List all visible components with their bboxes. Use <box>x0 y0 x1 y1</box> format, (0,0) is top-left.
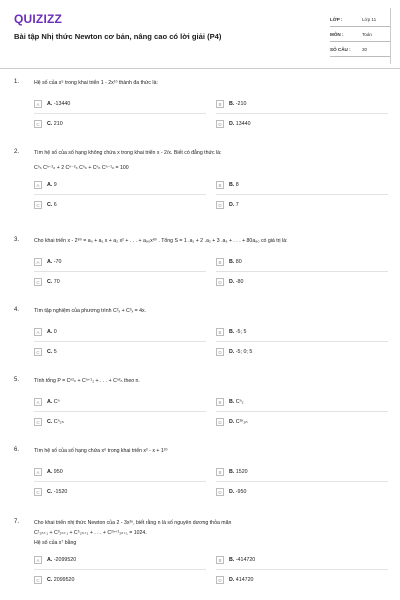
option-c[interactable] <box>34 200 57 210</box>
option-letter-box: A <box>34 398 42 406</box>
option-d[interactable] <box>216 277 243 287</box>
option-label <box>47 419 64 425</box>
meta-key: LỚP : <box>330 16 343 22</box>
option-value: 70 <box>53 279 60 285</box>
option-divider <box>216 481 388 482</box>
question-6 <box>14 447 390 511</box>
option-b[interactable] <box>216 397 244 407</box>
header-divider <box>0 68 400 69</box>
option-key: C. <box>47 489 53 495</box>
option-label <box>47 399 60 405</box>
option-letter-box: A <box>34 258 42 266</box>
option-key: B. <box>229 557 235 563</box>
question-text: Tìm hệ số của số hạng không chứa x trong khai triển x - 2/x. Biết có đẳng thức là: <box>34 150 222 156</box>
option-value: -80 <box>235 279 244 285</box>
option-value: 210 <box>53 121 63 127</box>
question-number: 7. <box>14 519 20 525</box>
question-5 <box>14 377 390 441</box>
meta-value: Toán <box>362 31 372 37</box>
option-divider <box>216 411 388 412</box>
option-letter-box: B <box>216 556 224 564</box>
question-text: Hệ số của x⁵ trong khai triển 1 - 2x¹⁰ thành đa thức là: <box>34 80 158 86</box>
option-letter-box: B <box>216 398 224 406</box>
option-d[interactable] <box>216 575 253 585</box>
option-value: 13440 <box>235 121 251 127</box>
option-value: -414720 <box>235 557 256 563</box>
meta-row-class <box>330 12 390 27</box>
question-3 <box>14 237 390 301</box>
option-value: -1520 <box>53 489 68 495</box>
question-number: 5. <box>14 377 20 383</box>
question-number: 4. <box>14 307 20 313</box>
option-key: D. <box>229 577 235 583</box>
option-label <box>229 202 239 208</box>
option-key: D. <box>229 349 235 355</box>
option-value: 0 <box>53 329 57 335</box>
question-7 <box>14 519 390 583</box>
option-label <box>47 469 63 475</box>
option-label <box>47 182 57 188</box>
option-key: C. <box>47 279 53 285</box>
option-letter-box: D <box>216 418 224 426</box>
option-b[interactable] <box>216 99 246 109</box>
option-letter-box: A <box>34 100 42 108</box>
option-a[interactable] <box>34 467 63 477</box>
meta-value: Lớp 11 <box>362 16 377 22</box>
option-letter-box: B <box>216 468 224 476</box>
option-label <box>229 419 248 425</box>
option-key: A. <box>47 557 53 563</box>
option-label <box>229 259 242 265</box>
option-c[interactable] <box>34 277 60 287</box>
option-value: -13440 <box>53 101 71 107</box>
meta-key: SỐ CÂU : <box>330 46 351 52</box>
option-key: A. <box>47 101 53 107</box>
option-divider <box>216 194 388 195</box>
option-label <box>47 279 60 285</box>
option-label <box>47 202 57 208</box>
option-key: D. <box>229 202 235 208</box>
option-letter-box: D <box>216 576 224 584</box>
option-label <box>229 121 251 127</box>
option-divider <box>34 481 206 482</box>
option-label <box>47 349 57 355</box>
option-divider <box>216 113 388 114</box>
option-b[interactable] <box>216 180 239 190</box>
option-letter-box: A <box>34 181 42 189</box>
option-letter-box: D <box>216 488 224 496</box>
option-letter-box: C <box>34 418 42 426</box>
option-a[interactable] <box>34 327 57 337</box>
option-label <box>47 577 74 583</box>
option-key: B. <box>229 399 235 405</box>
question-text: Cho khai triển nhị thức Newton của 2 - 3x²ⁿ, biết rằng n là số nguyên dương thỏa mãn <box>34 520 232 526</box>
option-key: B. <box>229 259 235 265</box>
option-value: 950 <box>53 469 63 475</box>
option-divider <box>216 341 388 342</box>
option-c[interactable] <box>34 417 64 427</box>
option-b[interactable] <box>216 327 246 337</box>
option-divider <box>34 569 206 570</box>
option-key: B. <box>229 329 235 335</box>
option-label <box>229 279 243 285</box>
meta-value: 30 <box>362 46 368 52</box>
option-divider <box>34 341 206 342</box>
option-divider <box>216 569 388 570</box>
option-value: 5 <box>53 349 57 355</box>
option-b[interactable] <box>216 257 242 267</box>
option-value: Cⁿ <box>53 399 60 405</box>
option-label <box>229 349 252 355</box>
option-divider <box>34 194 206 195</box>
option-label <box>229 557 255 563</box>
option-key: D. <box>229 121 235 127</box>
option-d[interactable] <box>216 417 248 427</box>
option-letter-box: D <box>216 278 224 286</box>
option-key: B. <box>229 182 235 188</box>
option-label <box>47 121 63 127</box>
option-label <box>229 489 246 495</box>
option-c[interactable] <box>34 119 63 129</box>
question-text: Tìm hệ số của số hạng chứa x⁶ trong khai triển x² - x + 1²⁰ <box>34 448 168 454</box>
option-value: 1520 <box>235 469 248 475</box>
option-value: -2099520 <box>53 557 77 563</box>
option-d[interactable] <box>216 119 251 129</box>
option-value: -70 <box>53 259 62 265</box>
option-label <box>47 489 67 495</box>
worksheet-title: Bài tập Nhị thức Newton cơ bản, nâng cao có lời giải (P4) <box>14 32 222 41</box>
option-label <box>47 557 76 563</box>
option-a[interactable] <box>34 180 57 190</box>
option-key: C. <box>47 349 53 355</box>
option-letter-box: A <box>34 328 42 336</box>
question-number: 3. <box>14 237 20 243</box>
option-letter-box: D <box>216 348 224 356</box>
option-letter-box: B <box>216 258 224 266</box>
question-text: Cⁿₙ Cⁿ⁻²ₙ + 2 Cⁿ⁻²ₙ Cⁿₙ + Cⁿₙ Cⁿ⁻¹ₙ = 100 <box>34 165 129 171</box>
option-key: D. <box>229 419 235 425</box>
option-key: A. <box>47 259 53 265</box>
option-value: 2099520 <box>53 577 75 583</box>
question-number: 2. <box>14 149 20 155</box>
option-value: 9 <box>53 182 57 188</box>
option-key: D. <box>229 279 235 285</box>
option-value: 6 <box>53 202 57 208</box>
option-b[interactable] <box>216 555 255 565</box>
option-letter-box: C <box>34 120 42 128</box>
question-1 <box>14 79 390 143</box>
option-label <box>229 399 244 405</box>
option-value: -210 <box>235 101 247 107</box>
option-divider <box>34 271 206 272</box>
option-value: 414720 <box>235 577 254 583</box>
meta-row-subject <box>330 27 390 42</box>
option-letter-box: B <box>216 181 224 189</box>
option-label <box>47 101 70 107</box>
question-4 <box>14 307 390 371</box>
question-2 <box>14 149 390 213</box>
option-label <box>229 329 246 335</box>
worksheet-header <box>0 0 400 68</box>
option-a[interactable] <box>34 397 60 407</box>
option-value: -5; 5 <box>235 329 247 335</box>
option-label <box>229 577 253 583</box>
option-key: C. <box>47 577 53 583</box>
option-value: Cⁿ₂ₙ <box>53 419 64 425</box>
option-key: C. <box>47 121 53 127</box>
question-text: Tính tổng P = Cⁿ²ₙ + Cⁿ⁺¹₂ + . . . + Cⁿ²ₙ theo n. <box>34 378 140 384</box>
option-key: C. <box>47 419 53 425</box>
option-divider <box>34 411 206 412</box>
option-value: 8 <box>235 182 239 188</box>
question-text: Tìm tập nghiệm của phương trình C²ₓ + C³ₓ = 4x. <box>34 308 147 314</box>
option-key: A. <box>47 182 53 188</box>
option-value: 80 <box>235 259 242 265</box>
option-a[interactable] <box>34 555 76 565</box>
option-letter-box: B <box>216 100 224 108</box>
option-c[interactable] <box>34 575 74 585</box>
option-label <box>47 329 57 335</box>
option-label <box>229 469 248 475</box>
meta-key: MÔN : <box>330 31 344 37</box>
option-letter-box: D <box>216 201 224 209</box>
option-divider <box>216 271 388 272</box>
option-letter-box: D <box>216 120 224 128</box>
option-label <box>229 182 239 188</box>
option-value: 7 <box>235 202 239 208</box>
option-letter-box: C <box>34 576 42 584</box>
option-b[interactable] <box>216 467 248 477</box>
option-key: C. <box>47 202 53 208</box>
option-label <box>229 101 246 107</box>
option-key: B. <box>229 469 235 475</box>
option-divider <box>34 113 206 114</box>
option-letter-box: B <box>216 328 224 336</box>
option-letter-box: C <box>34 278 42 286</box>
question-text: Hệ số của x⁷ bằng <box>34 540 77 546</box>
option-c[interactable] <box>34 487 67 497</box>
option-value: Cⁿ₂ <box>235 399 244 405</box>
option-d[interactable] <box>216 347 252 357</box>
option-key: A. <box>47 469 53 475</box>
question-number: 1. <box>14 79 20 85</box>
option-a[interactable] <box>34 99 70 109</box>
question-text: C¹₂ₙ₊₁ + C³₂ₙ₊₁ + C⁵₂ₙ₊₁ + . . . + C²ⁿ⁺¹₂ₙ₊₁ = 1024. <box>34 530 147 536</box>
option-letter-box: C <box>34 348 42 356</box>
option-letter-box: A <box>34 468 42 476</box>
question-text: Cho khai triển x - 2⁸⁰ = a₀ + a₁ x + a₂ x² + . . . + a₈₀x⁸⁰ . Tổng S = 1 .a₁ + 2 .a₂ + 3 .a₃ + . . . + 80a₈₀ có giá trị là: <box>34 238 288 244</box>
option-key: A. <box>47 329 53 335</box>
option-value: -5; 0; 5 <box>235 349 253 355</box>
option-letter-box: C <box>34 488 42 496</box>
option-letter-box: C <box>34 201 42 209</box>
option-key: B. <box>229 101 235 107</box>
option-c[interactable] <box>34 347 57 357</box>
question-number: 6. <box>14 447 20 453</box>
option-letter-box: A <box>34 556 42 564</box>
option-value: C²ⁿ₂ₙ <box>235 419 248 425</box>
meta-table <box>330 12 390 57</box>
option-d[interactable] <box>216 200 239 210</box>
option-value: -950 <box>235 489 247 495</box>
option-label <box>47 259 61 265</box>
option-key: D. <box>229 489 235 495</box>
meta-row-count <box>330 42 390 57</box>
quizizz-logo: QUIZIZZ <box>14 12 63 26</box>
option-key: A. <box>47 399 53 405</box>
option-a[interactable] <box>34 257 61 267</box>
option-d[interactable] <box>216 487 246 497</box>
